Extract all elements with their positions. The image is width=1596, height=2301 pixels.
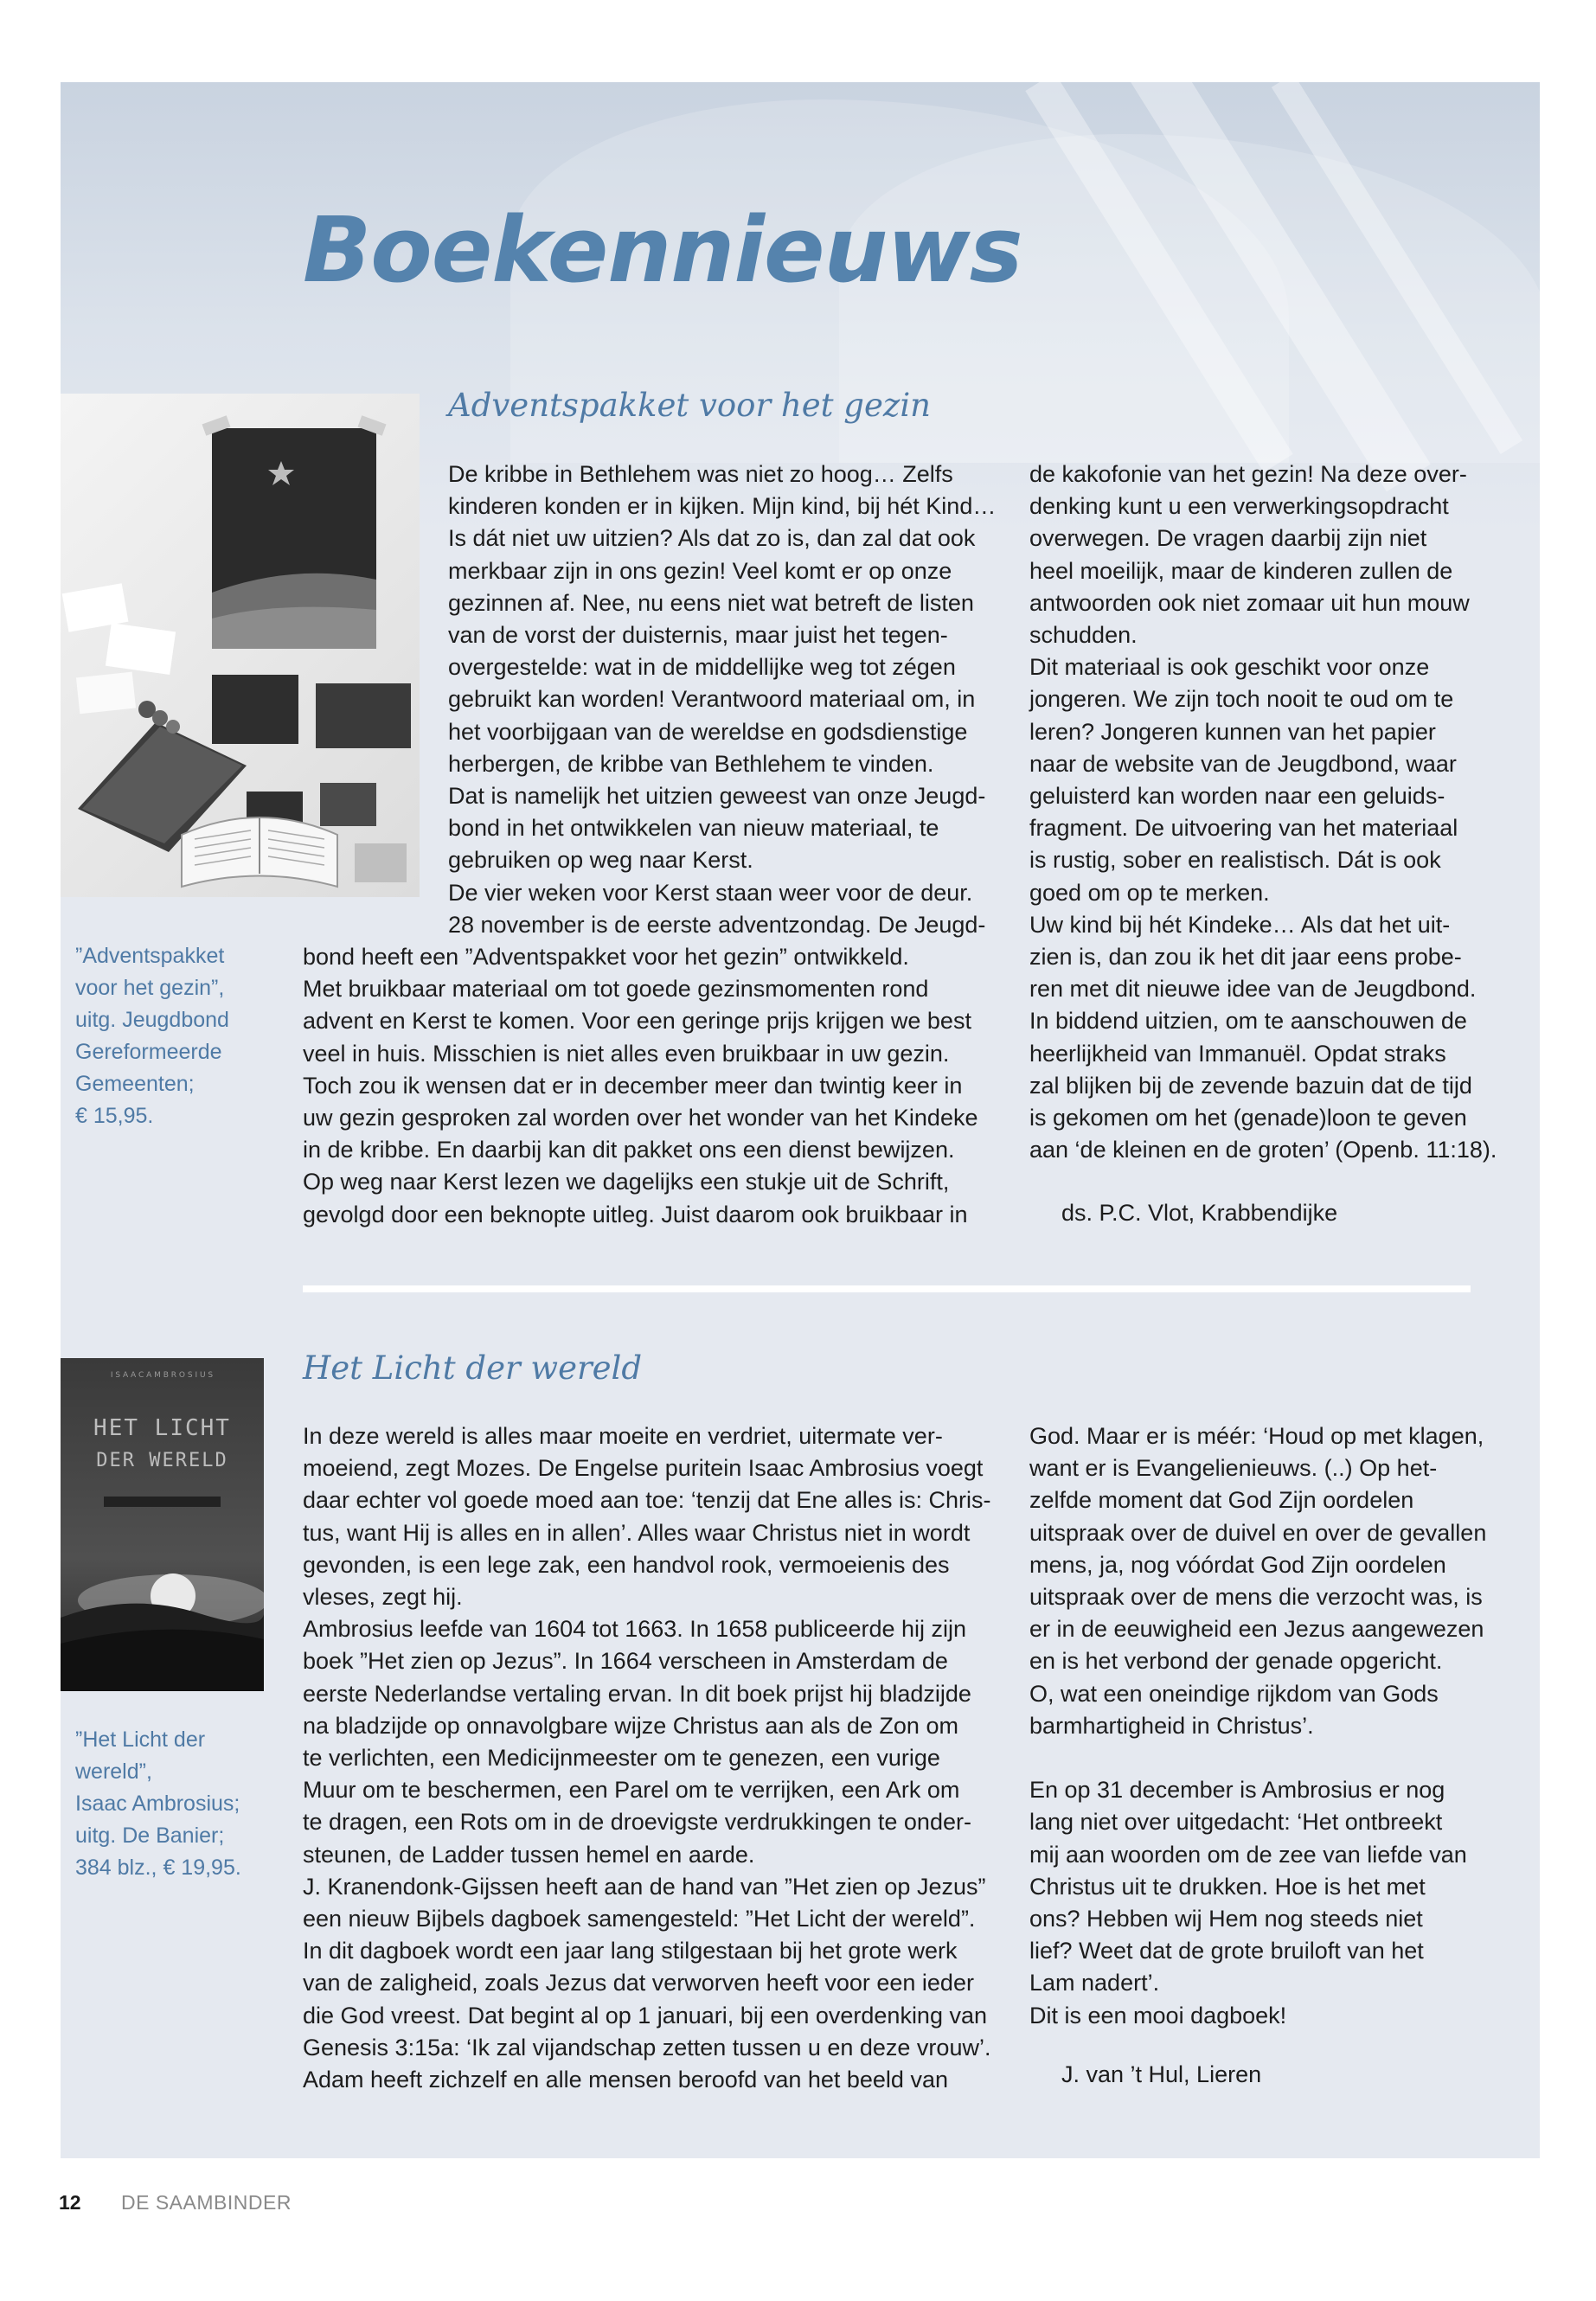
text-line: de kakofonie van het gezin! Na deze over- (1029, 461, 1467, 487)
text-line: is rustig, sober en realistisch. Dát is ook (1029, 847, 1441, 874)
text-line: vleses, zegt hij. (303, 1584, 463, 1610)
text-line: heerlijkheid van Immanuël. Opdat straks (1029, 1040, 1446, 1067)
text-line: bond heeft een ”Adventspakket voor het gezin” ontwikkeld. (303, 944, 909, 970)
text-line: na bladzijde op onnavolgbare wijze Christus aan als de Zon om (303, 1712, 958, 1739)
caption-line: wereld”, (75, 1759, 152, 1784)
text-line: schudden. (1029, 622, 1138, 648)
text-line: Dit is een mooi dagboek! (1029, 2002, 1287, 2029)
text-line: eerste Nederlandse vertaling ervan. In dit boek prijst hij bladzijde (303, 1680, 971, 1707)
caption-line: voor het gezin”, (75, 976, 225, 1000)
text-line: en is het verbond der genade opgericht. (1029, 1648, 1443, 1675)
book-cover-title (61, 1412, 264, 1477)
text-line: daar echter vol goede moed aan toe: ‘tenzij dat Ene alles is: Chris- (303, 1487, 991, 1514)
text-line: zal blijken bij de zevende bazuin dat de tijd (1029, 1072, 1472, 1099)
text-line: het voorbijgaan van de wereldse en godsdienstige (448, 718, 968, 745)
text-line: van de vorst der duisternis, maar juist het tegen- (448, 622, 948, 648)
text-line: In biddend uitzien, om te aanschouwen de (1029, 1008, 1467, 1035)
text-line: fragment. De uitvoering van het materiaal (1029, 815, 1458, 842)
text-line: die God vreest. Dat begint al op 1 januari, bij een overdenking van (303, 2002, 988, 2029)
text-line: advent en Kerst te komen. Voor een geringe prijs krijgen we best (303, 1008, 971, 1035)
text-line: overgestelde: wat in de middellijke weg tot zégen (448, 654, 956, 681)
text-line: moeiend, zegt Mozes. De Engelse puritein Isaac Ambrosius voegt (303, 1455, 984, 1482)
text-line: De kribbe in Bethlehem was niet zo hoog… Zelfs (448, 461, 953, 487)
text-line: denking kunt u een verwerkingsopdracht (1029, 493, 1449, 520)
text-line: gevolgd door een beknopte uitleg. Juist daarom ook bruikbaar in (303, 1201, 968, 1227)
text-line: gebruikt kan worden! Verantwoord materiaal om, in (448, 686, 976, 713)
text-line: De vier weken voor Kerst staan weer voor de deur. (448, 879, 973, 906)
caption-line: Isaac Ambrosius; (75, 1791, 240, 1816)
text-line: Dat is namelijk het uitzien geweest van onze Jeugd- (448, 783, 986, 809)
svg-text:I S A A C A M B R O S I U S: I S A A C A M B R O S I U S (110, 1371, 214, 1380)
text-line: in de kribbe. En daarbij kan dit pakket ons een dienst bewijzen. (303, 1137, 955, 1163)
text-line: uitspraak over de mens die verzocht was, is (1029, 1584, 1483, 1610)
text-line: kinderen konden er in kijken. Mijn kind, bij hét Kind… (448, 493, 997, 520)
text-line: een nieuw Bijbels dagboek samengesteld: ”Het Licht der wereld”. (303, 1906, 976, 1932)
text-line: leren? Jongeren kunnen van het papier (1029, 718, 1436, 745)
article2-signature: J. van ’t Hul, Lieren (1061, 2061, 1262, 2087)
text-line: mij aan woorden om de zee van liefde van (1029, 1841, 1467, 1868)
text-line: Genesis 3:15a: ‘Ik zal vijandschap zetten tussen u en deze vrouw’. (303, 2034, 991, 2061)
text-line: God. Maar er is méér: ‘Houd op met klagen, (1029, 1423, 1484, 1449)
text-line: Toch zou ik wensen dat er in december meer dan twintig keer in (303, 1072, 963, 1099)
text-line: gezinnen af. Nee, nu eens niet wat betreft de listen (448, 589, 974, 616)
text-line: zelfde moment dat God Zijn oordelen (1029, 1487, 1414, 1514)
text-line: van de zaligheid, zoals Jezus dat verworven heeft voor een ieder (303, 1970, 974, 1997)
text-line: Dit materiaal is ook geschikt voor onze (1029, 654, 1430, 681)
adventspakket-photo (61, 394, 420, 897)
text-line: aan ‘de kleinen en de groten’ (Openb. 11:18). (1029, 1137, 1497, 1163)
text-line: gevonden, is een lege zak, een handvol rook, vermoeienis des (303, 1551, 950, 1578)
page-title: Boekennieuws (303, 197, 1022, 303)
text-line: Met bruikbaar materiaal om tot goede gezinsmomenten rond (303, 976, 929, 1003)
text-line: Adam heeft zichzelf en alle mensen beroofd van het beeld van (303, 2067, 948, 2093)
caption-line: ”Het Licht der (75, 1727, 206, 1752)
text-line: Ambrosius leefde van 1604 tot 1663. In 1658 publiceerde hij zijn (303, 1616, 967, 1643)
article-title-licht-der-wereld: Het Licht der wereld (303, 1349, 643, 1387)
text-line: Is dát niet uw uitzien? Als dat zo is, dan zal dat ook (448, 525, 976, 552)
text-line: lief? Weet dat de grote bruiloft van het (1029, 1938, 1424, 1965)
text-line: ren met dit nieuwe idee van de Jeugdbond. (1029, 976, 1477, 1003)
text-line: heel moeilijk, maar de kinderen zullen de (1029, 557, 1453, 584)
text-line: uitspraak over de duivel en over de gevallen (1029, 1519, 1487, 1546)
publication-name: DE SAAMBINDER (121, 2191, 292, 2214)
text-line: lang niet over uitgedacht: ‘Het ontbreekt (1029, 1809, 1443, 1836)
caption-line: Gereformeerde (75, 1040, 222, 1064)
text-line: Uw kind bij hét Kindeke… Als dat het uit- (1029, 911, 1451, 938)
caption-line: € 15,95. (75, 1104, 154, 1128)
article1-signature: ds. P.C. Vlot, Krabbendijke (1061, 1200, 1338, 1226)
article-title-adventspakket: Adventspakket voor het gezin (448, 387, 931, 424)
text-line: want er is Evangelienieuws. (..) Op het- (1029, 1455, 1438, 1482)
text-line: naar de website van de Jeugdbond, waar (1029, 750, 1457, 777)
text-line: uw gezin gesproken zal worden over het wonder van het Kindeke (303, 1105, 978, 1131)
caption-line: uitg. Jeugdbond (75, 1008, 229, 1032)
text-line: overwegen. De vragen daarbij zijn niet (1029, 525, 1427, 552)
text-line: te verlichten, een Medicijnmeester om te genezen, een vurige (303, 1745, 940, 1771)
text-line: J. Kranendonk-Gijssen heeft aan de hand van ”Het zien op Jezus” (303, 1873, 986, 1900)
text-line: te dragen, een Rots om in de droevigste verdrukkingen te onder- (303, 1809, 971, 1836)
caption-line: uitg. De Banier; (75, 1823, 225, 1848)
text-line: ons? Hebben wij Hem nog steeds niet (1029, 1906, 1423, 1932)
cover-title-line: HET LICHT (93, 1415, 231, 1441)
section-divider (303, 1285, 1471, 1292)
caption-line: ”Adventspakket (75, 944, 225, 968)
text-line: boek ”Het zien op Jezus”. In 1664 verscheen in Amsterdam de (303, 1648, 948, 1675)
text-line: herbergen, de kribbe van Bethlehem te vinden. (448, 750, 934, 777)
text-line: mens, ja, nog vóórdat God Zijn oordelen (1029, 1551, 1446, 1578)
text-line: En op 31 december is Ambrosius er nog (1029, 1777, 1445, 1804)
text-line: steunen, de Ladder tussen hemel en aarde. (303, 1841, 755, 1868)
text-line: Lam nadert’. (1029, 1970, 1160, 1997)
caption-line: Gemeenten; (75, 1072, 195, 1096)
text-line: antwoorden ook niet zomaar uit hun mouw (1029, 589, 1470, 616)
text-line: Christus uit te drukken. Hoe is het met (1029, 1873, 1426, 1900)
cover-title-line: DER WERELD (96, 1450, 228, 1471)
text-line: geluisterd kan worden naar een geluids- (1029, 783, 1445, 809)
text-line: bond in het ontwikkelen van nieuw materiaal, te (448, 815, 939, 842)
text-line: zien is, dan zou ik het dit jaar eens probe- (1029, 944, 1462, 970)
text-line: Op weg naar Kerst lezen we dagelijks een stukje uit de Schrift, (303, 1169, 950, 1195)
caption-line: 384 blz., € 19,95. (75, 1856, 241, 1880)
page-number: 12 (59, 2191, 81, 2214)
text-line: gebruiken op weg naar Kerst. (448, 847, 753, 874)
text-line: 28 november is de eerste adventzondag. De Jeugd- (448, 911, 986, 938)
text-line: O, wat een oneindige rijkdom van Gods (1029, 1680, 1439, 1707)
text-line: tus, want Hij is alles en in allen’. Alles waar Christus niet in wordt (303, 1519, 971, 1546)
text-line: is gekomen om het (genade)loon te geven (1029, 1105, 1467, 1131)
text-line: veel in huis. Misschien is niet alles even bruikbaar in uw gezin. (303, 1040, 950, 1067)
text-line: In deze wereld is alles maar moeite en verdriet, uitermate ver- (303, 1423, 943, 1449)
text-line: er in de eeuwigheid een Jezus aangewezen (1029, 1616, 1484, 1643)
text-line: In dit dagboek wordt een jaar lang stilgestaan bij het grote werk (303, 1938, 958, 1965)
text-line: Muur om te beschermen, een Parel om te verrijken, een Ark om (303, 1777, 960, 1804)
text-line: goed om op te merken. (1029, 879, 1270, 906)
text-line: merkbaar zijn in ons gezin! Veel komt er op onze (448, 557, 952, 584)
book-cover-image (61, 1358, 264, 1691)
text-line: jongeren. We zijn toch nooit te oud om te (1029, 686, 1454, 713)
text-line: barmhartigheid in Christus’. (1029, 1712, 1314, 1739)
